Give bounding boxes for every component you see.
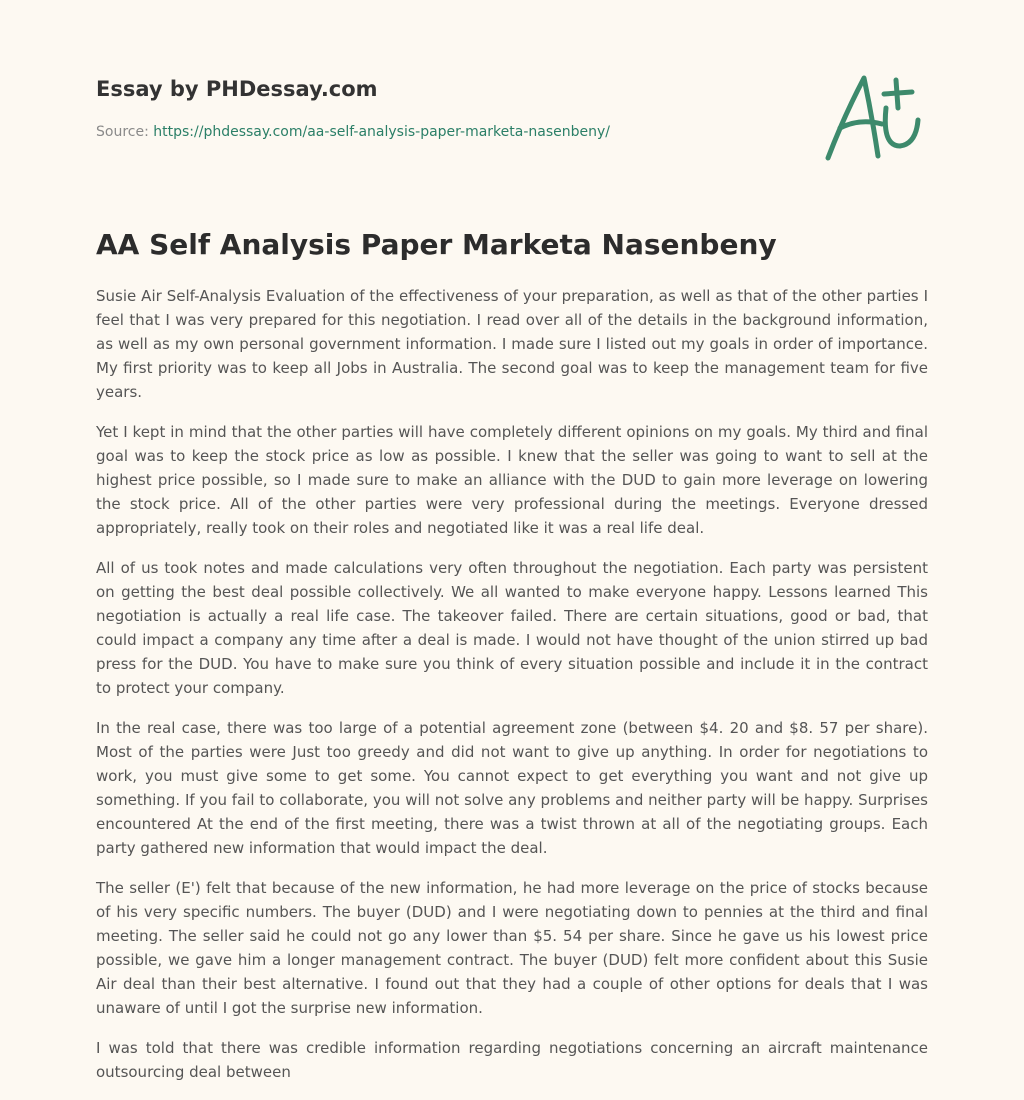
essay-body bbox=[96, 284, 928, 1100]
essay-paragraph: In the real case, there was too large of a potential agreement zone (between $4. 20 and $8. 57 per share). Most of the parties were Just too greedy and did not want to give up anything. In order for negotiations to work, you must give some to get some. You cannot expect to get everything you want and not give up something. If you fail to collaborate, you will not solve any problems and neither party will be happy. Surprises encountered At the end of the first meeting, there was a twist thrown at all of the negotiating groups. Each party gathered new information that would impact the deal. bbox=[96, 719, 928, 857]
source-line bbox=[96, 124, 610, 140]
a-plus-logo-icon bbox=[820, 66, 930, 166]
page-header bbox=[96, 74, 928, 140]
source-label: Source: bbox=[96, 124, 149, 140]
site-brand: Essay by PHDessay.com bbox=[96, 77, 378, 101]
source-link[interactable]: https://phdessay.com/aa-self-analysis-paper-marketa-nasenbeny/ bbox=[153, 124, 610, 140]
essay-paragraph: All of us took notes and made calculations very often throughout the negotiation. Each party was persistent on getting the best deal possible collectively. We all wanted to make everyone happy. Lessons learned This negotiation is actually a real life case. The takeover failed. There are certain situations, good or bad, that could impact a company any time after a deal is made. I would not have thought of the union stirred up bad press for the DUD. You have to make sure you think of every situation possible and include it in the contract to protect your company. bbox=[96, 559, 928, 697]
essay-paragraph: Yet I kept in mind that the other parties will have completely different opinions on my goals. My third and final goal was to keep the stock price as low as possible. I knew that the seller was going to want to sell at the highest price possible, so I made sure to make an alliance with the DUD to gain more leverage on lowering the stock price. All of the other parties were very professional during the meetings. Everyone dressed appropriately, really took on their roles and negotiated like it was a real life deal. bbox=[96, 423, 928, 537]
essay-paragraph: I was told that there was credible information regarding negotiations concerning an aircraft maintenance outsourcing deal between bbox=[96, 1039, 928, 1081]
essay-paragraph: The seller (E') felt that because of the new information, he had more leverage on the price of stocks because of his very specific numbers. The buyer (DUD) and I were negotiating down to pennies at the third and final meeting. The seller said he could not go any lower than $5. 54 per share. Since he gave us his lowest price possible, we gave him a longer management contract. The buyer (DUD) felt more confident about this Susie Air deal than their best alternative. I found out that they had a couple of other options for deals that I was unaware of until I got the surprise new information. bbox=[96, 879, 928, 1017]
essay-title: AA Self Analysis Paper Marketa Nasenbeny bbox=[96, 228, 777, 261]
essay-paragraph: Susie Air Self-Analysis Evaluation of the effectiveness of your preparation, as well as that of the other parties I feel that I was very prepared for this negotiation. I read over all of the details in the background information, as well as my own personal government information. I made sure I listed out my goals in order of importance. My first priority was to keep all Jobs in Australia. The second goal was to keep the management team for five years. bbox=[96, 287, 928, 401]
